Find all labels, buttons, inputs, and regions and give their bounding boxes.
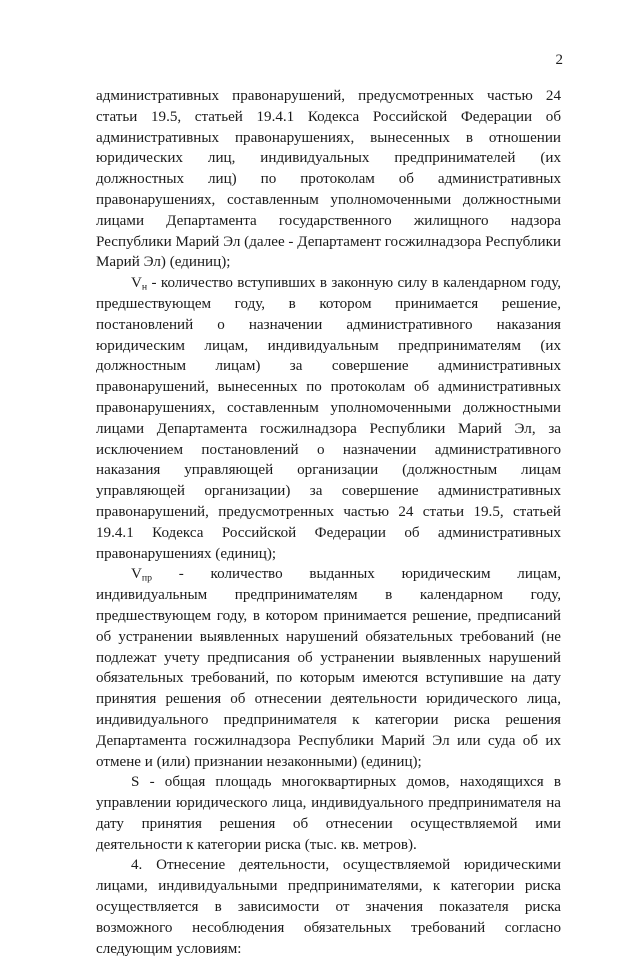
paragraph-s-definition [96,772,561,855]
variable-subscript: н [141,281,148,293]
paragraph-text: - количество вступивших в законную силу в календарном году, предшествующем году, в котором принимается решение, постановлений о назначении административного наказания юридическим лицам, индивидуальным предпринимателям (их должностным лицам) за совершение административных правонарушений, вынесенных по протоколам об административных правонарушениях, составленным уполномоченными должностными лицами Департамента госжилнадзора Республики Марий Эл, за исключением постановлений о назначении административного наказания управляющей организации (должностным лицам управляющей организации) за совершение административных правонарушений, предусмотренных частью 24 статьи 19.5, статьей 19.4.1 Кодекса Российской Федерации об административных правонарушениях (единиц); [96,275,561,562]
variable-subscript: пр [141,572,153,584]
variable-symbol: V [131,566,142,583]
paragraph-continuation [96,86,561,273]
page-number: 2 [555,52,563,68]
paragraph-vn-definition [96,273,561,564]
paragraph-text: S - общая площадь многоквартирных домов, находящихся в управлении юридического лица, индивидуального предпринимателя на дату принятия решения об отнесении осуществляемой ими деятельности к категории риска (тыс. кв. метров). [96,774,561,853]
document-body [96,86,561,959]
paragraph-text: административных правонарушений, предусмотренных частью 24 статьи 19.5, статьей 19.4.1 Кодекса Российской Федерации об административных правонарушениях, вынесенных в отношении юридических лиц, индивидуальных предпринимателей (их должностных лиц) по протоколам об административных правонарушениях, составленным уполномоченными должностными лицами Департамента государственного жилищного надзора Республики Марий Эл (далее - Департамент госжилнадзора Республики Марий Эл) (единиц); [96,88,561,271]
paragraph-text: - количество выданных юридическим лицам, индивидуальным предпринимателям в календарном году, предшествующем году, в котором принимается решение, предписаний об устранении выявленных нарушений обязательных требований (не подлежат учету предписания об устранении выявленных нарушений обязательных требований, по которым имеются вступившие на дату принятия решения об отнесении деятельности юридического лица, индивидуального предпринимателя к категории риска решения Департамента госжилнадзора Республики Марий Эл или суда об их отмене и (или) признании незаконными) (единиц); [96,566,561,770]
paragraph-clause-4 [96,855,561,959]
paragraph-text: 4. Отнесение деятельности, осуществляемой юридическими лицами, индивидуальными предпринимателями, к категории риска осуществляется в зависимости от значения показателя риска возможного несоблюдения обязательных требований согласно следующим условиям: [96,857,561,957]
paragraph-vpr-definition [96,564,561,772]
variable-symbol: V [131,275,142,292]
